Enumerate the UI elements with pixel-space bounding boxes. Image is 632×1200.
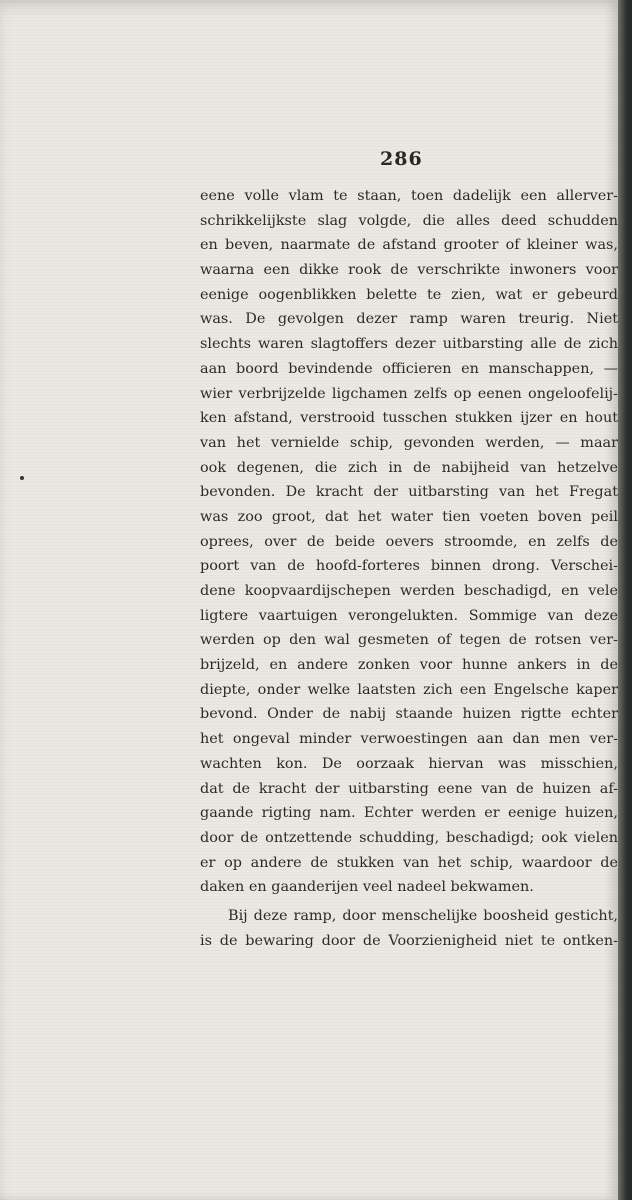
text-line: en beven, naarmate de afstand grooter of kleiner was, <box>200 237 618 254</box>
margin-ink-speck <box>20 476 24 480</box>
text-line: door de ontzettende schudding, beschadigd; ook vielen <box>200 829 618 846</box>
text-line: diepte, onder welke laatsten zich een Engelsche kaper <box>200 681 618 698</box>
text-line: het ongeval minder verwoestingen aan dan men ver- <box>200 731 618 748</box>
text-line: bevond. Onder de nabij staande huizen rigtte echter <box>200 706 618 723</box>
page-edge-shadow <box>618 0 632 1200</box>
text-line: ligtere vaartuigen verongelukten. Sommige van deze <box>200 607 618 624</box>
text-line: werden op den wal gesmeten of tegen de rotsen ver- <box>200 632 618 649</box>
text-line: schrikkelijkste slag volgde, die alles deed schudden <box>200 212 618 229</box>
text-line: ook degenen, die zich in de nabijheid van hetzelve <box>200 459 618 476</box>
text-line: ken afstand, verstrooid tusschen stukken ijzer en hout <box>200 410 618 427</box>
paragraph-2 <box>200 904 618 953</box>
text-line: brijzeld, en andere zonken voor hunne ankers in de <box>200 657 618 674</box>
text-line: er op andere de stukken van het schip, waardoor de <box>200 854 618 871</box>
text-line: wachten kon. De oorzaak hiervan was misschien, <box>200 755 618 772</box>
text-line: wier verbrijzelde ligchamen zelfs op eenen ongeloofelij- <box>200 385 618 402</box>
page-number: 286 <box>380 148 423 170</box>
text-line: was. De gevolgen dezer ramp waren treurig. Niet <box>200 311 618 328</box>
text-line: oprees, over de beide oevers stroomde, en zelfs de <box>200 533 618 550</box>
text-line: is de bewaring door de Voorzienigheid niet te ontken- <box>200 932 618 949</box>
text-line: van het vernielde schip, gevonden werden, — maar <box>200 434 618 451</box>
text-line: aan boord bevindende officieren en manschappen, — <box>200 360 618 377</box>
text-line: waarna een dikke rook de verschrikte inwoners voor <box>200 262 618 279</box>
body-text <box>200 184 618 953</box>
text-line: daken en gaanderijen veel nadeel bekwamen. <box>200 879 534 896</box>
text-line: poort van de hoofd-forteres binnen drong. Verschei- <box>200 558 618 575</box>
text-line: was zoo groot, dat het water tien voeten boven peil <box>200 508 618 525</box>
text-line: eenige oogenblikken belette te zien, wat er gebeurd <box>200 286 618 303</box>
text-line: eene volle vlam te staan, toen dadelijk een allerver- <box>200 188 618 204</box>
text-line: Bij deze ramp, door menschelijke boosheid gesticht, <box>228 907 618 924</box>
text-line: dat de kracht der uitbarsting eene van de huizen af- <box>200 780 618 797</box>
text-line: slechts waren slagtoffers dezer uitbarsting alle de zich <box>200 336 618 353</box>
paragraph-1 <box>200 184 618 900</box>
text-line: bevonden. De kracht der uitbarsting van het Fregat <box>200 484 618 501</box>
text-line: dene koopvaardijschepen werden beschadigd, en vele <box>200 583 618 599</box>
text-line: gaande rigting nam. Echter werden er eenige huizen, <box>200 805 618 822</box>
